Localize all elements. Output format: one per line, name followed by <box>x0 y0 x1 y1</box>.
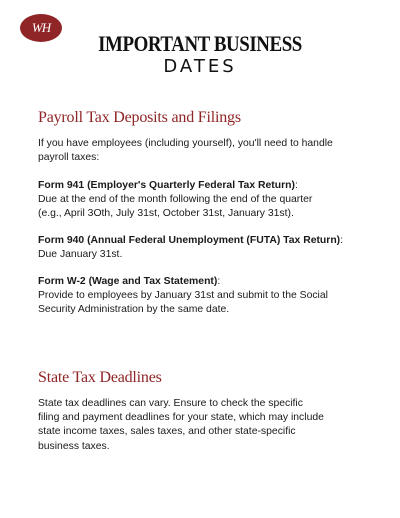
page-title: IMPORTANT BUSINESS <box>98 31 302 56</box>
form-940-block <box>38 234 383 262</box>
state-body <box>38 397 383 454</box>
form-w2-title: Form W-2 (Wage and Tax Statement) <box>38 276 218 287</box>
form-940-title: Form 940 (Annual Federal Unemployment (FUTA) Tax Return) <box>38 235 341 246</box>
form-940-colon: : <box>340 235 344 246</box>
state-line1: State tax deadlines can vary. Ensure to check the specific <box>38 398 303 409</box>
form-941-line1: Due at the end of the month following the end of the quarter <box>38 194 313 206</box>
form-941-line2: (e.g., April 3Oth, July 31st, October 31st, January 31st). <box>38 208 294 220</box>
form-941-title: Form 941 (Employer's Quarterly Federal Tax Return) <box>38 180 295 191</box>
state-line4: business taxes. <box>38 440 110 452</box>
form-941-colon: : <box>294 180 298 191</box>
page-subtitle: DATES <box>163 56 237 77</box>
form-941-block <box>38 179 383 222</box>
state-line2: filing and payment deadlines for your state, which may include <box>38 412 324 424</box>
payroll-heading: Payroll Tax Deposits and Filings <box>38 109 241 126</box>
state-heading: State Tax Deadlines <box>38 369 162 386</box>
payroll-intro-line1: If you have employees (including yourself), you'll need to handle <box>38 138 333 149</box>
form-w2-colon: : <box>217 276 221 287</box>
payroll-intro <box>38 137 383 165</box>
form-940-line1: Due January 31st. <box>38 249 123 261</box>
logo-text: WH <box>31 20 51 35</box>
form-w2-line2: Security Administration by the same date. <box>38 304 230 316</box>
form-w2-block <box>38 275 383 318</box>
form-w2-line1: Provide to employees by January 31st and submit to the Social <box>38 290 328 302</box>
payroll-intro-line2: payroll taxes: <box>38 152 100 164</box>
state-line3: state income taxes, sales taxes, and other state-specific <box>38 426 296 438</box>
